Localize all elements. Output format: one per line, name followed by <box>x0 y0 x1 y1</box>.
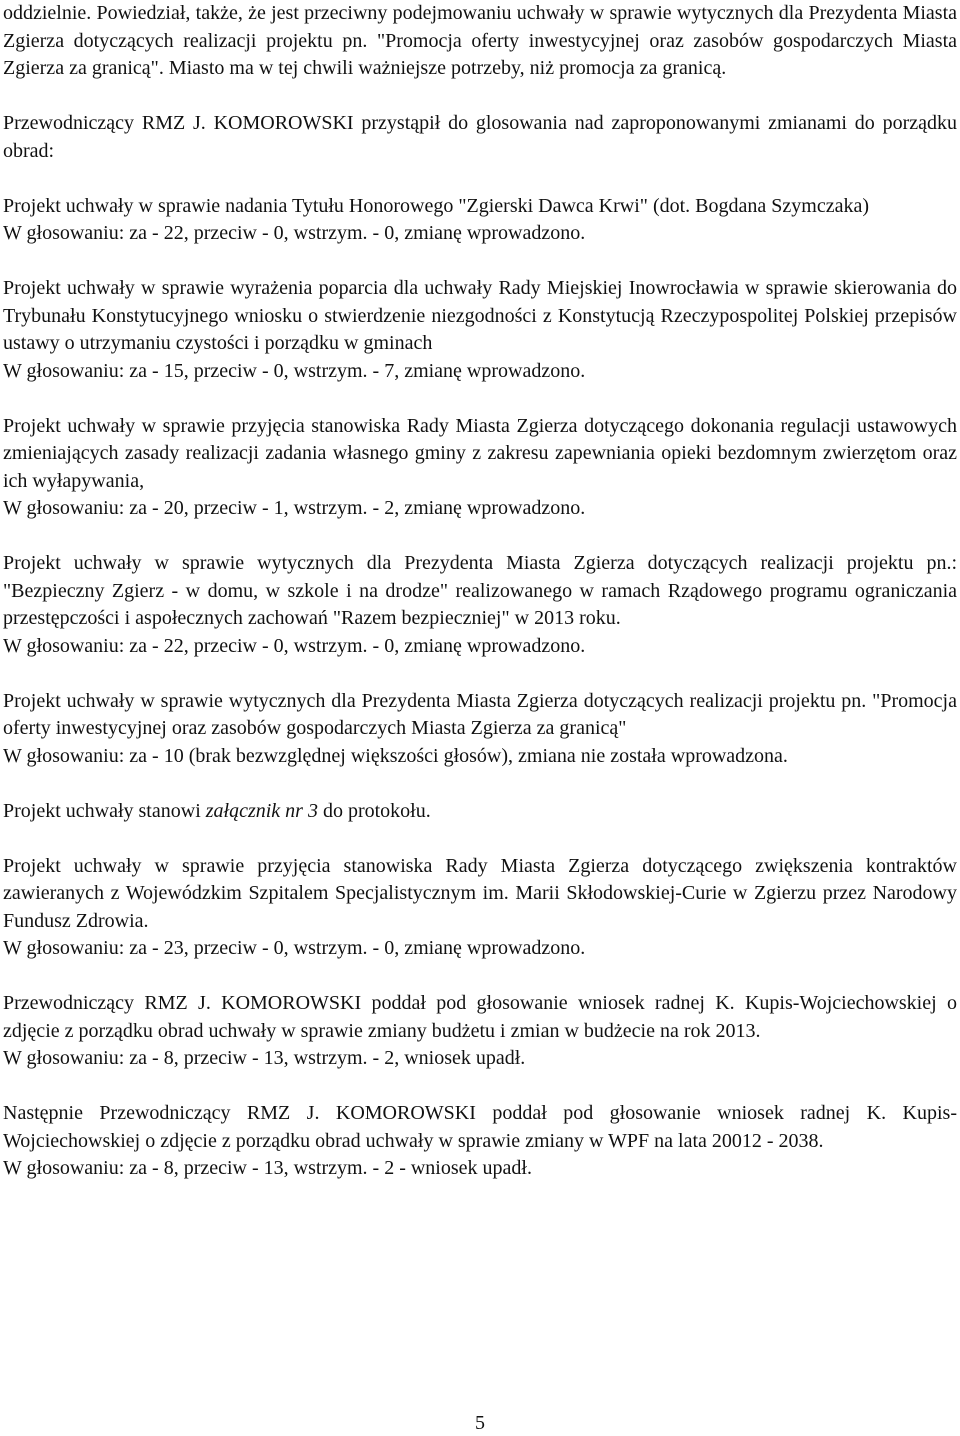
paragraph-gap <box>3 825 957 853</box>
resolution-text: Projekt uchwały w sprawie wyrażenia poparcia dla uchwały Rady Miejskiej Inowrocławia w sprawie skierowania do Trybunału Konstytucyjnego wniosku o stwierdzenie niezgodności z Konstytucją Rzeczypospolitej Polskiej przepisów ustawy o utrzymaniu czystości i porządku w gminach <box>3 277 957 354</box>
paragraph-continuation: oddzielnie. Powiedział, także, że jest przeciwny podejmowaniu uchwały w sprawie wytycznych dla Prezydenta Miasta Zgierza dotyczących realizacji projektu pn. "Promocja oferty inwestycyjnej oraz zasobów gospodarczych Miasta Zgierza za granicą". Miasto ma w tej chwili ważniejsze potrzeby, niż promocja za granicą. <box>3 2 957 79</box>
vote-result: W głosowaniu: za - 10 (brak bezwzględnej większości głosów), zmiana nie została wprowadzona. <box>3 744 788 767</box>
vote-result: W głosowaniu: za - 8, przeciw - 13, wstrzym. - 2 - wniosek upadł. <box>3 1157 532 1179</box>
resolution-text: Projekt uchwały w sprawie nadania Tytułu Honorowego "Zgierski Dawca Krwi" (dot. Bogdana Szymczaka) <box>3 194 869 217</box>
vote-result: W głosowaniu: za - 22, przeciw - 0, wstrzym. - 0, zmianę wprowadzono. <box>3 634 586 657</box>
vote-result: W głosowaniu: za - 8, przeciw - 13, wstrzym. - 2, wniosek upadł. <box>3 1047 526 1069</box>
paragraph-safe-zgierz <box>3 550 957 660</box>
resolution-text: Projekt uchwały w sprawie przyjęcia stanowiska Rady Miasta Zgierza dotyczącego dokonania regulacji ustawowych zmieniających zasady realizacji zadania własnego gminy z zakresu zapewniania opieki bezdomnym zwierzętom oraz ich wyłapywania, <box>3 414 957 492</box>
resolution-text: Projekt uchwały w sprawie przyjęcia stanowiska Rady Miasta Zgierza dotyczącego zwiększenia kontraktów zawieranych z Wojewódzkim Szpitalem Specjalistycznym im. Marii Skłodowskiej-Curie w Zgierzu przez Narodowy Fundusz Zdrowia. <box>3 854 957 932</box>
paragraph-gap <box>3 83 957 111</box>
resolution-text: Projekt uchwały w sprawie wytycznych dla Prezydenta Miasta Zgierza dotyczących realizacji projektu pn. "Promocja oferty inwestycyjnej oraz zasobów gospodarczych Miasta Zgierza za granicą" <box>3 689 957 739</box>
document-page <box>3 0 957 1183</box>
paragraph-gap <box>3 523 957 551</box>
attachment-note-prefix: Projekt uchwały stanowi <box>3 799 206 822</box>
paragraph-homeless-animals <box>3 413 957 523</box>
paragraph-honorary-title <box>3 193 957 248</box>
paragraph-gap <box>3 770 957 798</box>
motion-text: Przewodniczący RMZ J. KOMOROWSKI poddał pod głosowanie wniosek radnej K. Kupis-Wojciechowskiej o zdjęcie z porządku obrad uchwały w sprawie zmiany budżetu i zmian w budżecie na rok 2013. <box>3 992 957 1042</box>
resolution-text: Projekt uchwały w sprawie wytycznych dla Prezydenta Miasta Zgierza dotyczących realizacji projektu pn.: "Bezpieczny Zgierz - w domu, w szkole i na drodze" realizowanego w ramach Rządowego programu ograniczania przestępczości i aspołecznych zachowań "Razem bezpieczniej" w 2013 roku. <box>3 552 957 629</box>
paragraph-attachment-note <box>3 798 957 826</box>
page-number: 5 <box>475 1412 485 1434</box>
paragraph-gap <box>3 248 957 276</box>
motion-text: Następnie Przewodniczący RMZ J. KOMOROWSKI poddał pod głosowanie wniosek radnej K. Kupis-Wojciechowskiej o zdjęcie z porządku obrad uchwały w sprawie zmiany w WPF na lata 20012 - 2038. <box>3 1102 957 1152</box>
attachment-reference: załącznik nr 3 <box>205 799 318 822</box>
attachment-note-suffix: do protokołu. <box>317 799 431 822</box>
paragraph-inowroclaw-support <box>3 275 957 385</box>
paragraph-budget-motion <box>3 990 957 1073</box>
paragraph-chairman-vote-intro: Przewodniczący RMZ J. KOMOROWSKI przystąpił do glosowania nad zaproponowanymi zmianami do porządku obrad: <box>3 112 957 162</box>
paragraph-hospital-contracts <box>3 853 957 963</box>
paragraph-gap <box>3 660 957 688</box>
paragraph-wpf-motion <box>3 1100 957 1183</box>
vote-result: W głosowaniu: za - 15, przeciw - 0, wstrzym. - 7, zmianę wprowadzono. <box>3 359 586 382</box>
paragraph-gap <box>3 385 957 413</box>
paragraph-gap <box>3 1073 957 1101</box>
paragraph-gap <box>3 165 957 193</box>
paragraph-investment-promotion <box>3 688 957 771</box>
paragraph-gap <box>3 963 957 991</box>
vote-result: W głosowaniu: za - 20, przeciw - 1, wstrzym. - 2, zmianę wprowadzono. <box>3 497 586 519</box>
vote-result: W głosowaniu: za - 23, przeciw - 0, wstrzym. - 0, zmianę wprowadzono. <box>3 937 586 959</box>
vote-result: W głosowaniu: za - 22, przeciw - 0, wstrzym. - 0, zmianę wprowadzono. <box>3 222 586 244</box>
